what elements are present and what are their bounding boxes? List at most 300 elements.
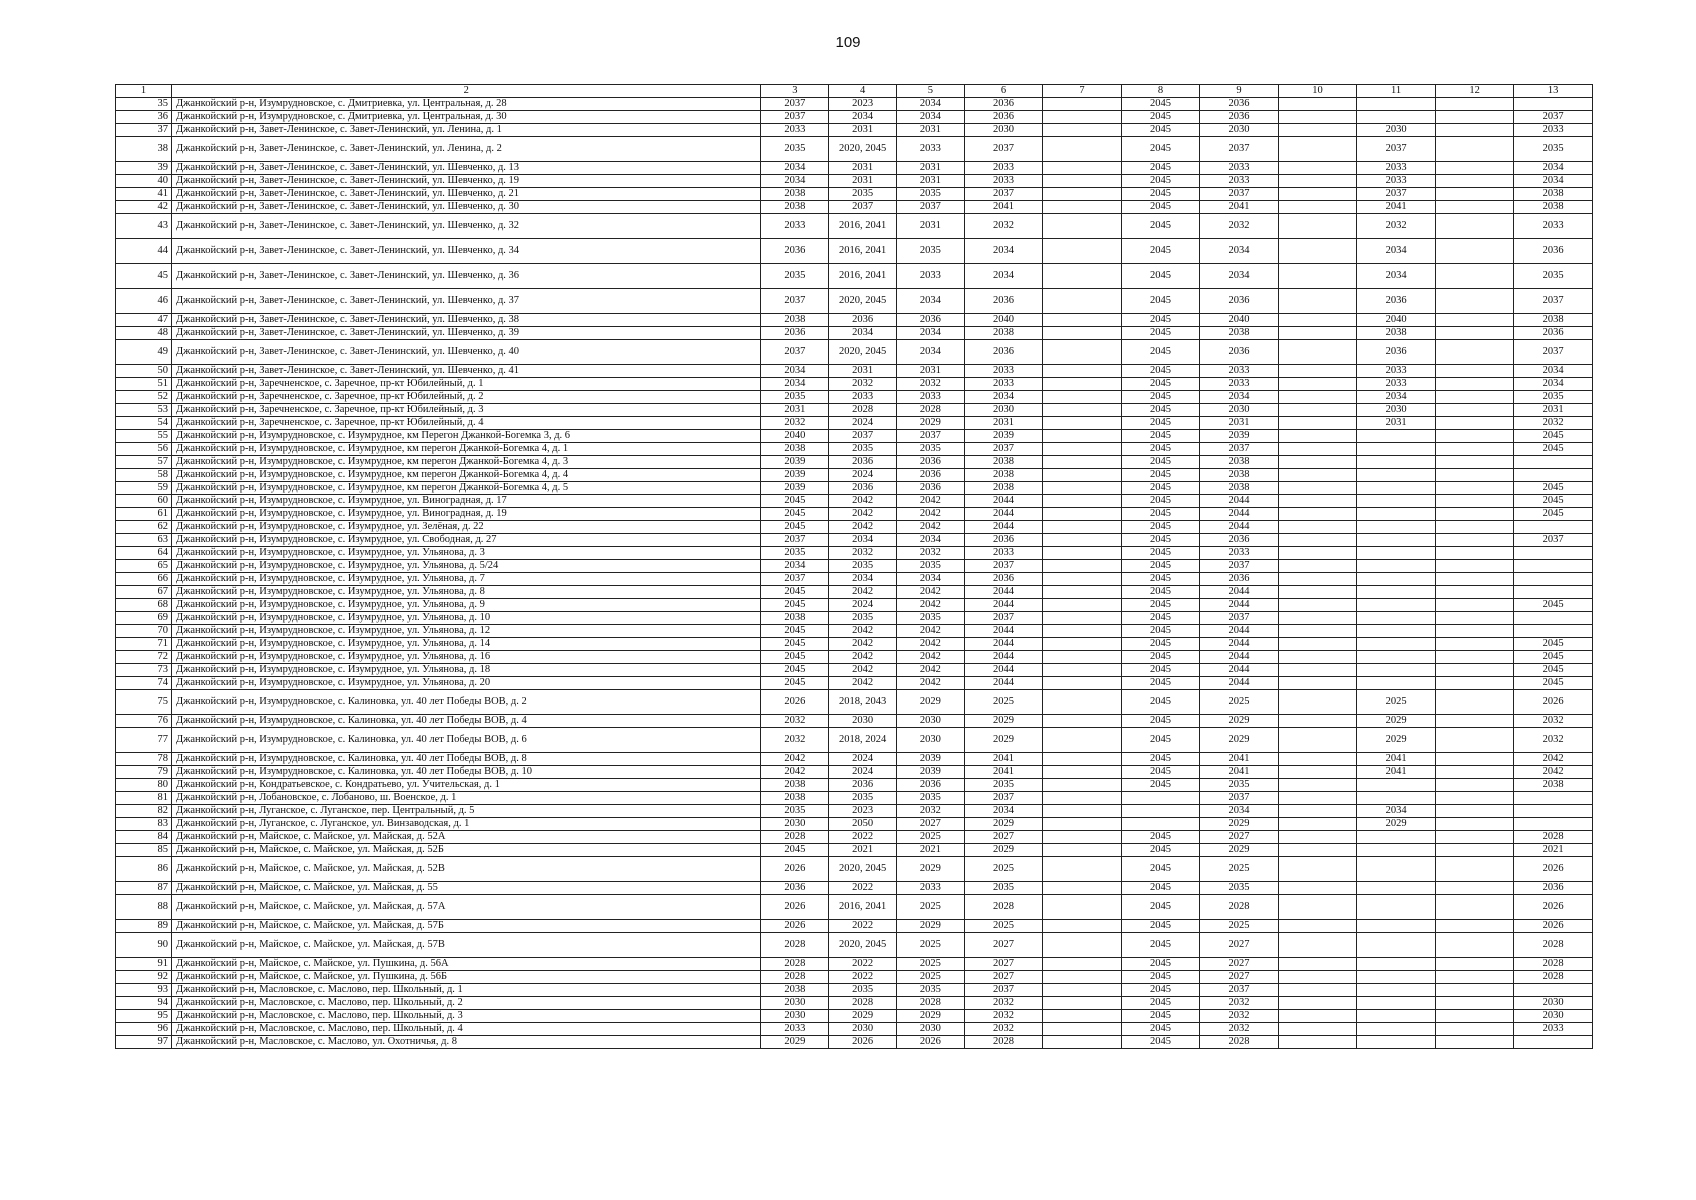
value-cell: 2045 — [1514, 482, 1593, 495]
row-number-cell: 92 — [116, 971, 172, 984]
value-cell: 2028 — [761, 971, 829, 984]
address-cell: Джанкойский р-н, Майское, с. Майское, ул. Майская, д. 52А — [171, 831, 761, 844]
value-cell: 2045 — [761, 638, 829, 651]
value-cell: 2034 — [761, 162, 829, 175]
value-cell: 2045 — [1514, 651, 1593, 664]
value-cell: 2045 — [1121, 920, 1200, 933]
value-cell — [1043, 638, 1122, 651]
value-cell — [1043, 715, 1122, 728]
value-cell: 2033 — [1357, 175, 1436, 188]
value-cell: 2035 — [1514, 137, 1593, 162]
value-cell: 2036 — [1514, 327, 1593, 340]
value-cell: 2045 — [1121, 560, 1200, 573]
value-cell — [1043, 573, 1122, 586]
value-cell: 2026 — [896, 1036, 964, 1049]
value-cell: 2039 — [761, 469, 829, 482]
row-number-cell: 37 — [116, 124, 172, 137]
column-header: 3 — [761, 85, 829, 98]
value-cell: 2036 — [964, 534, 1043, 547]
value-cell: 2025 — [896, 831, 964, 844]
value-cell: 2042 — [896, 625, 964, 638]
value-cell — [1357, 495, 1436, 508]
row-number-cell: 87 — [116, 882, 172, 895]
value-cell: 2037 — [761, 340, 829, 365]
value-cell — [1435, 327, 1514, 340]
value-cell — [1043, 586, 1122, 599]
value-cell: 2034 — [761, 560, 829, 573]
row-number-cell: 93 — [116, 984, 172, 997]
value-cell: 2045 — [1121, 391, 1200, 404]
value-cell — [1043, 612, 1122, 625]
value-cell — [1043, 111, 1122, 124]
value-cell: 2029 — [829, 1010, 897, 1023]
value-cell: 2032 — [896, 805, 964, 818]
value-cell: 2026 — [761, 857, 829, 882]
value-cell: 2044 — [1200, 651, 1279, 664]
value-cell — [1043, 920, 1122, 933]
value-cell: 2042 — [896, 651, 964, 664]
value-cell: 2030 — [964, 124, 1043, 137]
value-cell: 2044 — [964, 599, 1043, 612]
value-cell: 2035 — [896, 612, 964, 625]
value-cell: 2037 — [964, 137, 1043, 162]
value-cell: 2040 — [1357, 314, 1436, 327]
value-cell: 2038 — [761, 612, 829, 625]
value-cell — [1043, 857, 1122, 882]
value-cell: 2037 — [896, 201, 964, 214]
value-cell: 2045 — [1121, 98, 1200, 111]
value-cell — [1514, 586, 1593, 599]
value-cell: 2033 — [1514, 214, 1593, 239]
value-cell: 2041 — [964, 753, 1043, 766]
value-cell: 2027 — [964, 971, 1043, 984]
table-row — [116, 534, 1593, 547]
row-number-cell: 55 — [116, 430, 172, 443]
address-cell: Джанкойский р-н, Масловское, с. Маслово, пер. Школьный, д. 3 — [171, 1010, 761, 1023]
value-cell — [1278, 547, 1357, 560]
value-cell: 2038 — [964, 469, 1043, 482]
value-cell: 2045 — [1121, 690, 1200, 715]
value-cell: 2034 — [964, 264, 1043, 289]
value-cell: 2035 — [896, 984, 964, 997]
value-cell: 2037 — [1357, 137, 1436, 162]
table-row — [116, 651, 1593, 664]
address-cell: Джанкойский р-н, Изумрудновское, с. Изумрудное, ул. Ульянова, д. 10 — [171, 612, 761, 625]
value-cell — [1278, 404, 1357, 417]
value-cell: 2026 — [1514, 690, 1593, 715]
value-cell: 2038 — [1200, 482, 1279, 495]
value-cell: 2027 — [1200, 971, 1279, 984]
value-cell: 2041 — [964, 201, 1043, 214]
value-cell — [1435, 1010, 1514, 1023]
value-cell: 2037 — [1514, 534, 1593, 547]
value-cell — [1121, 792, 1200, 805]
value-cell — [1514, 456, 1593, 469]
value-cell — [1435, 188, 1514, 201]
value-cell: 2037 — [829, 201, 897, 214]
value-cell: 2038 — [964, 482, 1043, 495]
value-cell: 2031 — [829, 124, 897, 137]
value-cell — [1278, 1036, 1357, 1049]
table-row — [116, 430, 1593, 443]
value-cell: 2035 — [829, 560, 897, 573]
table-body — [116, 98, 1593, 1049]
value-cell — [1278, 314, 1357, 327]
value-cell: 2042 — [896, 664, 964, 677]
value-cell: 2025 — [964, 920, 1043, 933]
value-cell — [1357, 560, 1436, 573]
value-cell — [1043, 677, 1122, 690]
value-cell: 2026 — [1514, 857, 1593, 882]
value-cell: 2035 — [829, 443, 897, 456]
value-cell: 2045 — [1121, 188, 1200, 201]
table-row — [116, 162, 1593, 175]
value-cell: 2045 — [1121, 534, 1200, 547]
value-cell: 2042 — [761, 753, 829, 766]
value-cell: 2030 — [1514, 997, 1593, 1010]
address-cell: Джанкойский р-н, Изумрудновское, с. Изумрудное, км перегон Джанкой-Богемка 4, д. 1 — [171, 443, 761, 456]
value-cell — [1435, 997, 1514, 1010]
value-cell — [1357, 443, 1436, 456]
value-cell: 2042 — [829, 521, 897, 534]
value-cell: 2045 — [1121, 365, 1200, 378]
table-row — [116, 456, 1593, 469]
value-cell: 2045 — [1121, 239, 1200, 264]
value-cell: 2034 — [964, 805, 1043, 818]
value-cell: 2029 — [1357, 715, 1436, 728]
value-cell: 2045 — [1121, 137, 1200, 162]
value-cell: 2039 — [761, 456, 829, 469]
value-cell — [1435, 482, 1514, 495]
value-cell: 2045 — [1121, 327, 1200, 340]
value-cell: 2020, 2045 — [829, 857, 897, 882]
value-cell: 2034 — [1357, 391, 1436, 404]
value-cell: 2025 — [896, 895, 964, 920]
value-cell: 2035 — [761, 805, 829, 818]
value-cell: 2042 — [829, 495, 897, 508]
table-row — [116, 111, 1593, 124]
value-cell: 2045 — [761, 599, 829, 612]
value-cell: 2042 — [829, 625, 897, 638]
table-row — [116, 818, 1593, 831]
value-cell — [1357, 895, 1436, 920]
address-cell: Джанкойский р-н, Изумрудновское, с. Изумрудное, ул. Виноградная, д. 17 — [171, 495, 761, 508]
value-cell: 2041 — [1357, 753, 1436, 766]
row-number-cell: 35 — [116, 98, 172, 111]
column-header: 1 — [116, 85, 172, 98]
value-cell — [1043, 456, 1122, 469]
value-cell — [1278, 482, 1357, 495]
address-cell: Джанкойский р-н, Изумрудновское, с. Калиновка, ул. 40 лет Победы ВОВ, д. 8 — [171, 753, 761, 766]
value-cell: 2037 — [1514, 289, 1593, 314]
value-cell: 2044 — [1200, 521, 1279, 534]
value-cell: 2039 — [964, 430, 1043, 443]
value-cell: 2025 — [896, 971, 964, 984]
column-header: 5 — [896, 85, 964, 98]
value-cell — [1357, 599, 1436, 612]
value-cell: 2028 — [896, 997, 964, 1010]
value-cell: 2039 — [896, 766, 964, 779]
table-row — [116, 365, 1593, 378]
address-cell: Джанкойский р-н, Луганское, с. Луганское, ул. Винзаводская, д. 1 — [171, 818, 761, 831]
column-header: 11 — [1357, 85, 1436, 98]
row-number-cell: 59 — [116, 482, 172, 495]
value-cell: 2026 — [1514, 895, 1593, 920]
value-cell: 2044 — [964, 651, 1043, 664]
value-cell: 2036 — [761, 882, 829, 895]
value-cell: 2045 — [1121, 664, 1200, 677]
value-cell — [1435, 882, 1514, 895]
value-cell: 2044 — [1200, 638, 1279, 651]
value-cell: 2033 — [964, 378, 1043, 391]
value-cell: 2034 — [896, 289, 964, 314]
value-cell: 2024 — [829, 766, 897, 779]
address-cell: Джанкойский р-н, Изумрудновское, с. Изумрудное, ул. Ульянова, д. 8 — [171, 586, 761, 599]
value-cell: 2033 — [896, 882, 964, 895]
value-cell — [1357, 997, 1436, 1010]
value-cell: 2045 — [1514, 599, 1593, 612]
value-cell: 2032 — [1200, 214, 1279, 239]
value-cell: 2037 — [1200, 560, 1279, 573]
value-cell — [1435, 214, 1514, 239]
value-cell: 2045 — [761, 586, 829, 599]
value-cell: 2036 — [896, 314, 964, 327]
value-cell — [1435, 753, 1514, 766]
value-cell — [1043, 175, 1122, 188]
value-cell: 2028 — [1514, 933, 1593, 958]
value-cell — [1043, 469, 1122, 482]
value-cell: 2036 — [896, 456, 964, 469]
value-cell — [1278, 677, 1357, 690]
value-cell — [1278, 340, 1357, 365]
value-cell: 2037 — [829, 430, 897, 443]
table-row — [116, 417, 1593, 430]
address-cell: Джанкойский р-н, Завет-Ленинское, с. Завет-Ленинский, ул. Шевченко, д. 40 — [171, 340, 761, 365]
value-cell — [1043, 314, 1122, 327]
value-cell: 2045 — [1121, 933, 1200, 958]
value-cell: 2038 — [761, 779, 829, 792]
value-cell: 2029 — [1357, 728, 1436, 753]
value-cell — [1514, 818, 1593, 831]
value-cell: 2038 — [1357, 327, 1436, 340]
value-cell — [1357, 482, 1436, 495]
value-cell: 2033 — [1357, 378, 1436, 391]
table-row — [116, 997, 1593, 1010]
value-cell: 2028 — [964, 1036, 1043, 1049]
value-cell: 2038 — [761, 201, 829, 214]
value-cell: 2016, 2041 — [829, 895, 897, 920]
value-cell: 2022 — [829, 920, 897, 933]
value-cell: 2037 — [1200, 188, 1279, 201]
value-cell — [1278, 573, 1357, 586]
value-cell — [1278, 521, 1357, 534]
row-number-cell: 68 — [116, 599, 172, 612]
value-cell: 2029 — [896, 920, 964, 933]
value-cell: 2037 — [1514, 111, 1593, 124]
value-cell: 2044 — [1200, 495, 1279, 508]
value-cell: 2045 — [1121, 443, 1200, 456]
value-cell: 2035 — [896, 188, 964, 201]
table-row — [116, 560, 1593, 573]
value-cell: 2045 — [1121, 857, 1200, 882]
value-cell: 2030 — [761, 1010, 829, 1023]
value-cell: 2021 — [829, 844, 897, 857]
table-row — [116, 188, 1593, 201]
value-cell: 2024 — [829, 753, 897, 766]
value-cell: 2034 — [896, 534, 964, 547]
value-cell — [1043, 844, 1122, 857]
value-cell: 2035 — [829, 792, 897, 805]
value-cell — [1043, 625, 1122, 638]
value-cell: 2036 — [761, 327, 829, 340]
value-cell: 2031 — [896, 365, 964, 378]
value-cell: 2045 — [1121, 264, 1200, 289]
value-cell: 2035 — [1200, 779, 1279, 792]
value-cell: 2028 — [1200, 895, 1279, 920]
table-row — [116, 201, 1593, 214]
value-cell: 2020, 2045 — [829, 289, 897, 314]
value-cell — [1278, 137, 1357, 162]
address-cell: Джанкойский р-н, Изумрудновское, с. Изумрудное, ул. Ульянова, д. 9 — [171, 599, 761, 612]
value-cell: 2032 — [1200, 1023, 1279, 1036]
value-cell — [1435, 124, 1514, 137]
value-cell: 2022 — [829, 831, 897, 844]
value-cell — [1278, 844, 1357, 857]
address-cell: Джанкойский р-н, Майское, с. Майское, ул. Майская, д. 52В — [171, 857, 761, 882]
value-cell: 2037 — [761, 289, 829, 314]
address-cell: Джанкойский р-н, Луганское, с. Луганское, пер. Центральный, д. 5 — [171, 805, 761, 818]
value-cell: 2032 — [896, 547, 964, 560]
column-header: 6 — [964, 85, 1043, 98]
value-cell: 2037 — [761, 573, 829, 586]
table-row — [116, 482, 1593, 495]
value-cell: 2034 — [829, 111, 897, 124]
row-number-cell: 96 — [116, 1023, 172, 1036]
value-cell — [1357, 521, 1436, 534]
row-number-cell: 45 — [116, 264, 172, 289]
address-cell: Джанкойский р-н, Изумрудновское, с. Изумрудное, ул. Ульянова, д. 5/24 — [171, 560, 761, 573]
value-cell: 2032 — [761, 728, 829, 753]
value-cell: 2031 — [964, 417, 1043, 430]
value-cell: 2036 — [1514, 239, 1593, 264]
value-cell: 2023 — [829, 98, 897, 111]
value-cell: 2027 — [1200, 933, 1279, 958]
value-cell: 2044 — [964, 625, 1043, 638]
table-row — [116, 844, 1593, 857]
value-cell: 2031 — [829, 162, 897, 175]
value-cell: 2034 — [829, 534, 897, 547]
value-cell: 2045 — [1121, 417, 1200, 430]
value-cell: 2034 — [896, 98, 964, 111]
value-cell — [1043, 933, 1122, 958]
value-cell — [1278, 98, 1357, 111]
value-cell — [1278, 728, 1357, 753]
value-cell — [1043, 599, 1122, 612]
value-cell — [1435, 137, 1514, 162]
value-cell: 2045 — [1121, 378, 1200, 391]
value-cell: 2030 — [829, 715, 897, 728]
value-cell: 2045 — [761, 521, 829, 534]
value-cell: 2035 — [829, 188, 897, 201]
value-cell: 2045 — [1514, 495, 1593, 508]
table-row — [116, 508, 1593, 521]
address-cell: Джанкойский р-н, Завет-Ленинское, с. Завет-Ленинский, ул. Шевченко, д. 21 — [171, 188, 761, 201]
row-number-cell: 81 — [116, 792, 172, 805]
value-cell — [1043, 547, 1122, 560]
row-number-cell: 86 — [116, 857, 172, 882]
value-cell — [1043, 1010, 1122, 1023]
value-cell — [1278, 958, 1357, 971]
value-cell — [1435, 586, 1514, 599]
table-row — [116, 933, 1593, 958]
value-cell: 2029 — [964, 728, 1043, 753]
value-cell: 2045 — [1121, 753, 1200, 766]
value-cell — [1435, 547, 1514, 560]
value-cell: 2045 — [1121, 958, 1200, 971]
value-cell: 2031 — [1200, 417, 1279, 430]
table-row — [116, 625, 1593, 638]
value-cell — [1278, 933, 1357, 958]
value-cell: 2042 — [829, 651, 897, 664]
value-cell: 2039 — [896, 753, 964, 766]
value-cell: 2044 — [964, 677, 1043, 690]
value-cell: 2033 — [896, 264, 964, 289]
address-cell: Джанкойский р-н, Масловское, с. Маслово, пер. Школьный, д. 4 — [171, 1023, 761, 1036]
row-number-cell: 63 — [116, 534, 172, 547]
value-cell — [1043, 404, 1122, 417]
value-cell: 2038 — [964, 456, 1043, 469]
value-cell: 2037 — [1200, 137, 1279, 162]
value-cell: 2042 — [829, 638, 897, 651]
value-cell — [1043, 289, 1122, 314]
value-cell: 2030 — [896, 728, 964, 753]
row-number-cell: 75 — [116, 690, 172, 715]
value-cell: 2030 — [761, 818, 829, 831]
value-cell: 2032 — [829, 378, 897, 391]
value-cell: 2027 — [1200, 831, 1279, 844]
value-cell: 2036 — [964, 111, 1043, 124]
row-number-cell: 39 — [116, 162, 172, 175]
value-cell — [1435, 857, 1514, 882]
value-cell: 2045 — [1121, 314, 1200, 327]
value-cell: 2036 — [1200, 573, 1279, 586]
column-header: 12 — [1435, 85, 1514, 98]
value-cell: 2036 — [829, 482, 897, 495]
value-cell — [1043, 818, 1122, 831]
value-cell: 2042 — [896, 521, 964, 534]
value-cell: 2050 — [829, 818, 897, 831]
row-number-cell: 95 — [116, 1010, 172, 1023]
row-number-cell: 72 — [116, 651, 172, 664]
value-cell — [1278, 882, 1357, 895]
value-cell: 2022 — [829, 971, 897, 984]
address-cell: Джанкойский р-н, Масловское, с. Маслово, ул. Охотничья, д. 8 — [171, 1036, 761, 1049]
value-cell: 2037 — [1357, 188, 1436, 201]
value-cell: 2026 — [761, 690, 829, 715]
value-cell: 2033 — [1200, 175, 1279, 188]
column-header: 4 — [829, 85, 897, 98]
value-cell: 2032 — [1514, 728, 1593, 753]
value-cell — [1043, 831, 1122, 844]
value-cell: 2021 — [1514, 844, 1593, 857]
value-cell: 2045 — [1121, 521, 1200, 534]
value-cell: 2016, 2041 — [829, 214, 897, 239]
value-cell — [1043, 664, 1122, 677]
value-cell: 2044 — [1200, 677, 1279, 690]
value-cell: 2045 — [1121, 984, 1200, 997]
value-cell — [1043, 98, 1122, 111]
table-row — [116, 1023, 1593, 1036]
